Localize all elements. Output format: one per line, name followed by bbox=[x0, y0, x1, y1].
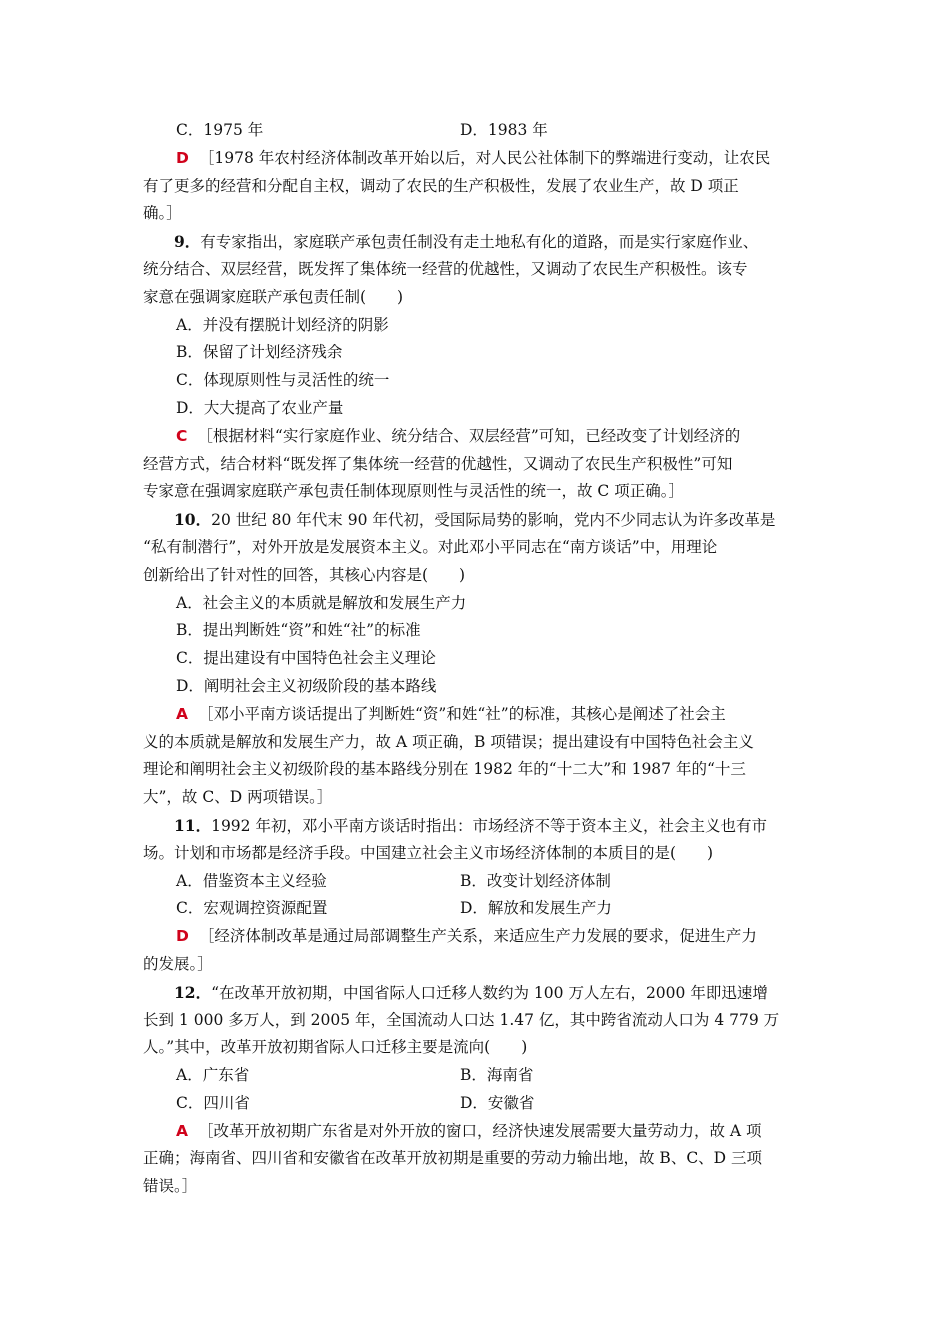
q10-option-c: C．提出建设有中国特色社会主义理论 bbox=[176, 649, 436, 668]
question-content bbox=[143, 117, 807, 1201]
q11-option-c: C．宏观调控资源配置 bbox=[176, 899, 328, 918]
q9-stem-text: 有专家指出，家庭联产承包责任制没有走土地私有化的道路，而是实行家庭作业、 bbox=[200, 233, 759, 252]
q9-option-c: C．体现原则性与灵活性的统一 bbox=[176, 371, 390, 390]
q12-options-row bbox=[143, 1062, 807, 1090]
q10-stem-line bbox=[143, 506, 807, 534]
q11-answer-letter: D bbox=[176, 927, 189, 946]
q11-option-b: B．改变计划经济体制 bbox=[460, 871, 611, 890]
q12-analysis-line: 正确；海南省、四川省和安徽省在改革开放初期是重要的劳动力输出地，故 B、C、D 三项 bbox=[143, 1149, 763, 1168]
q9-option-b: B．保留了计划经济残余 bbox=[176, 343, 343, 362]
q9-answer-letter: C bbox=[176, 426, 188, 445]
q10-stem-line: “私有制潜行”，对外开放是发展资本主义。对此邓小平同志在“南方谈话”中，用理论 bbox=[143, 537, 718, 556]
q11-number: 11． bbox=[174, 815, 212, 835]
q9-option-d: D．大大提高了农业产量 bbox=[176, 398, 344, 417]
q8-option-c: C．1975 年 bbox=[176, 121, 264, 139]
q9-stem-line: 统分结合、双层经营，既发挥了集体统一经营的优越性，又调动了农民生产积极性。该专 bbox=[143, 259, 748, 278]
q9-stem-line bbox=[143, 228, 807, 256]
q12-analysis-line bbox=[143, 1118, 807, 1146]
q10-answer-letter: A bbox=[176, 704, 188, 723]
q9-option-a: A．并没有摆脱计划经济的阴影 bbox=[176, 315, 389, 334]
q12-stem-line: 人。”其中，改革开放初期省际人口迁移主要是流向( ) bbox=[143, 1038, 528, 1057]
q12-analysis-line: 错误。］ bbox=[143, 1177, 198, 1196]
q10-option-d: D．阐明社会主义初级阶段的基本路线 bbox=[176, 676, 437, 695]
q11-option-a: A．借鉴资本主义经验 bbox=[176, 871, 327, 890]
q8-analysis-line bbox=[143, 145, 807, 173]
q10-analysis-line: 理论和阐明社会主义初级阶段的基本路线分别在 1982 年的“十二大”和 1987 年的“十三 bbox=[143, 760, 746, 779]
q8-options-row bbox=[143, 117, 807, 145]
q11-analysis-line: 的发展。］ bbox=[143, 954, 213, 973]
q10-stem-line: 创新给出了针对性的回答，其核心内容是( ) bbox=[143, 565, 466, 584]
q11-stem-line bbox=[143, 812, 807, 840]
q11-options-row bbox=[143, 868, 807, 896]
q12-answer-letter: A bbox=[176, 1121, 188, 1140]
q10-analysis-line: 大”，故 C、D 两项错误。］ bbox=[143, 788, 333, 807]
q10-analysis-line: 义的本质就是解放和发展生产力，故 A 项正确，B 项错误；提出建设有中国特色社会主义 bbox=[143, 732, 754, 751]
q12-analysis-text: ［改革开放初期广东省是对外开放的窗口，经济快速发展需要大量劳动力，故 A 项 bbox=[198, 1121, 762, 1140]
q12-option-b: B．海南省 bbox=[460, 1066, 534, 1085]
q12-options-row bbox=[143, 1090, 807, 1118]
q9-analysis-text: ［根据材料“实行家庭作业、统分结合、双层经营”可知，已经改变了计划经济的 bbox=[197, 426, 741, 445]
q12-stem-line: 长到 1 000 多万人，到 2005 年，全国流动人口达 1.47 亿，其中跨省流动人口为 4 779 万 bbox=[143, 1010, 780, 1029]
q12-stem-line bbox=[143, 979, 807, 1007]
q8-answer-letter: D bbox=[176, 148, 189, 167]
q12-option-c: C．四川省 bbox=[176, 1093, 250, 1112]
q12-number: 12． bbox=[174, 982, 212, 1002]
q12-option-d: D．安徽省 bbox=[460, 1093, 535, 1112]
q10-option-b: B．提出判断姓“资”和姓“社”的标准 bbox=[176, 621, 421, 640]
q9-analysis-line: 专家意在强调家庭联产承包责任制体现原则性与灵活性的统一，故 C 项正确。］ bbox=[143, 482, 684, 501]
q12-stem-text: “在改革开放初期，中国省际人口迁移人数约为 100 万人左右，2000 年即迅速增 bbox=[211, 983, 768, 1002]
q8-analysis-line: 有了更多的经营和分配自主权，调动了农民的生产积极性，发展了农业生产，故 D 项正 bbox=[143, 176, 739, 195]
q10-analysis-line bbox=[143, 701, 807, 729]
q11-options-row bbox=[143, 895, 807, 923]
q9-number: 9． bbox=[174, 232, 201, 252]
q11-option-d: D．解放和发展生产力 bbox=[460, 899, 612, 918]
q11-analysis-line bbox=[143, 923, 807, 951]
q11-analysis-text: ［经济体制改革是通过局部调整生产关系，来适应生产力发展的要求，促进生产力 bbox=[198, 927, 757, 946]
q8-analysis-text: ［1978 年农村经济体制改革开始以后，对人民公社体制下的弊端进行变动，让农民 bbox=[198, 148, 771, 167]
q9-analysis-line bbox=[143, 423, 807, 451]
q8-analysis-line: 确。］ bbox=[143, 204, 182, 223]
q12-option-a: A．广东省 bbox=[176, 1066, 250, 1085]
q8-option-d: D．1983 年 bbox=[460, 121, 548, 139]
q10-number: 10． bbox=[174, 510, 212, 530]
q11-stem-text: 1992 年初，邓小平南方谈话时指出：市场经济不等于资本主义，社会主义也有市 bbox=[211, 816, 767, 835]
q10-option-a: A．社会主义的本质就是解放和发展生产力 bbox=[176, 593, 467, 612]
q11-stem-line: 场。计划和市场都是经济手段。中国建立社会主义市场经济体制的本质目的是( ) bbox=[143, 843, 714, 862]
q9-stem-line: 家意在强调家庭联产承包责任制( ) bbox=[143, 287, 404, 306]
q10-analysis-text: ［邓小平南方谈话提出了判断姓“资”和姓“社”的标准，其核心是阐述了社会主 bbox=[198, 704, 726, 723]
q10-stem-text: 20 世纪 80 年代末 90 年代初，受国际局势的影响，党内不少同志认为许多改革是 bbox=[211, 511, 776, 530]
q9-analysis-line: 经营方式，结合材料“既发挥了集体统一经营的优越性，又调动了农民生产积极性”可知 bbox=[143, 454, 733, 473]
